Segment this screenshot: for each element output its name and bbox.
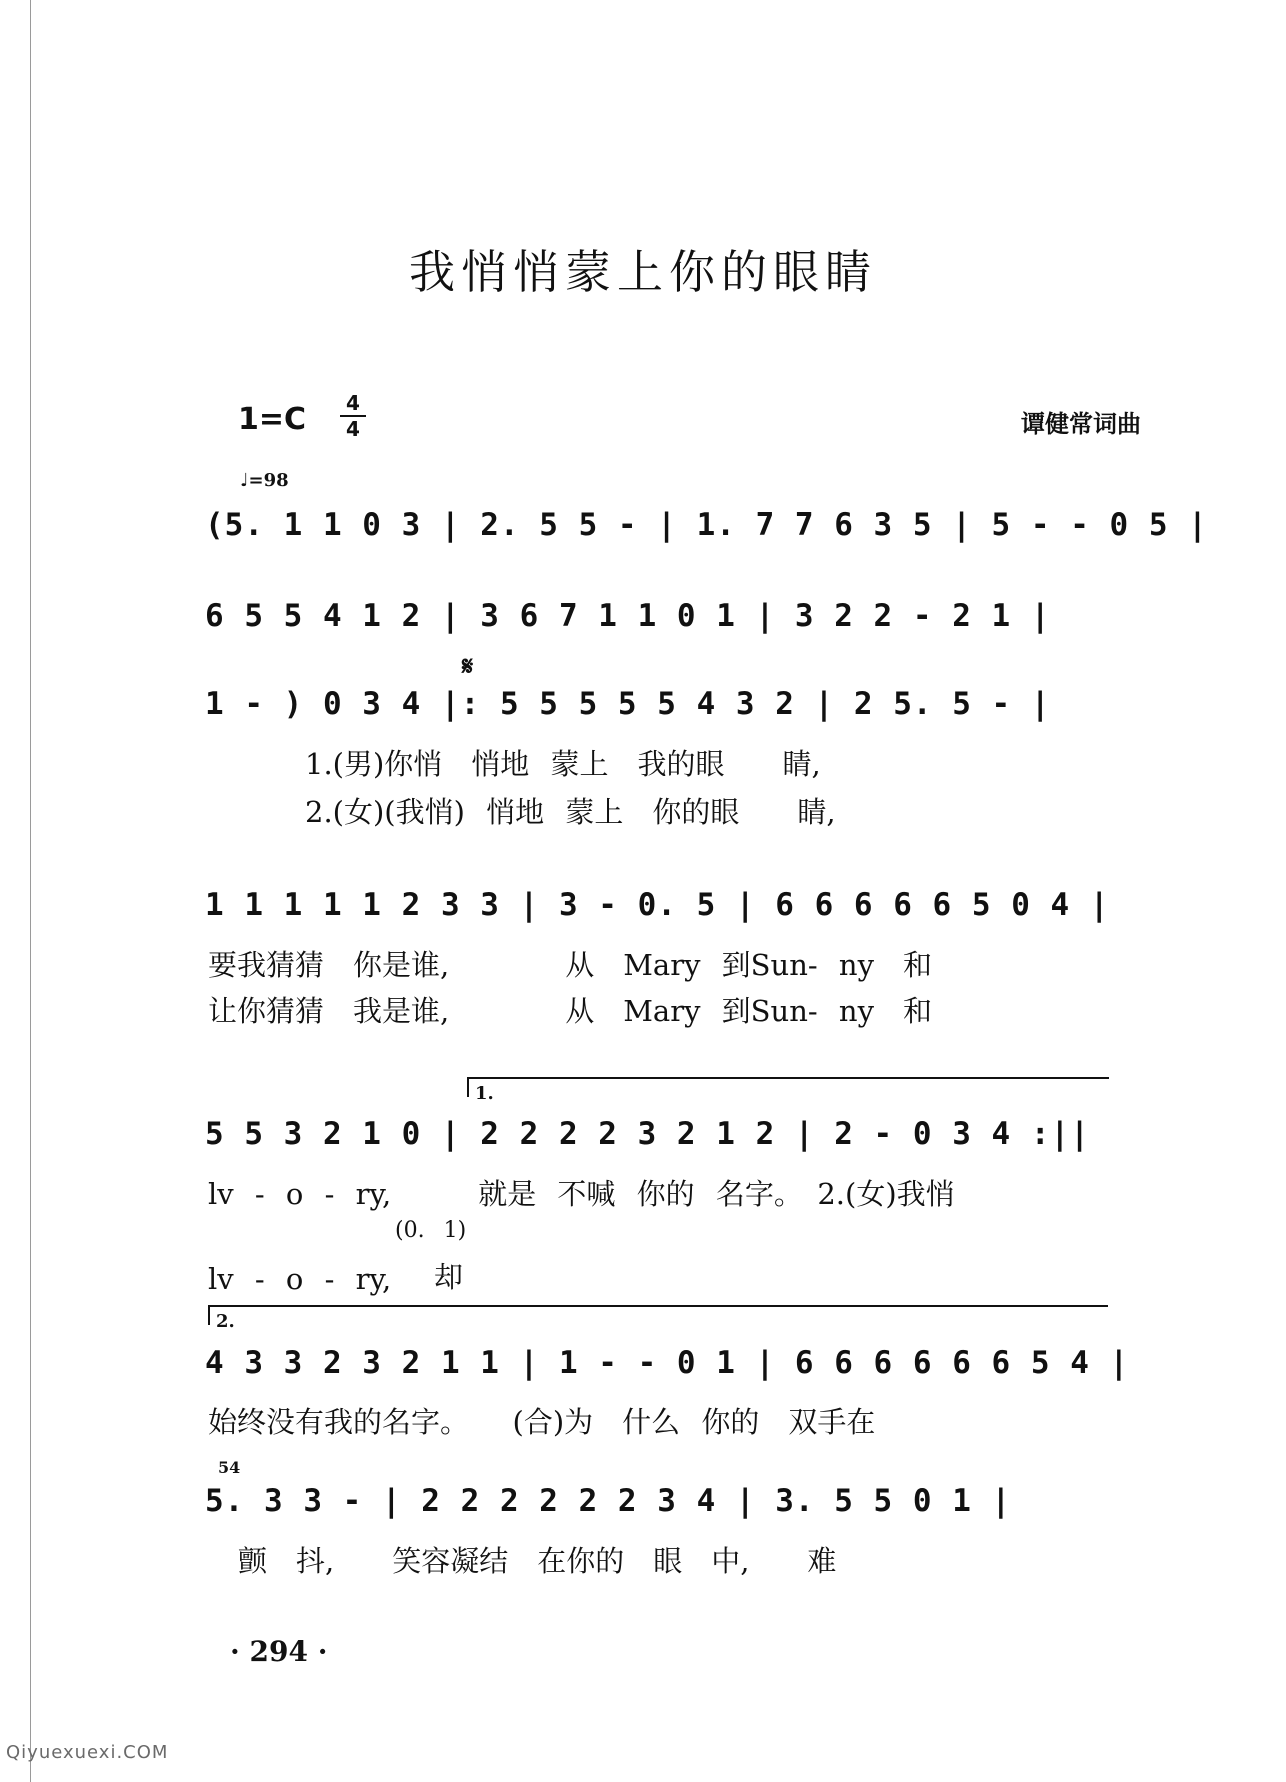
page-number: · 294 · — [230, 1635, 328, 1668]
lyric-line-3-verse-2: 2.(女)(我悄) 悄地 蒙上 你的眼 睛, — [305, 795, 836, 829]
notation-line-1: (5. 1 1 0 3 | 2. 5 5 - | 1. 7 7 6 3 5 | 5 - - 0 5 | — [205, 507, 1208, 543]
lyric-line-6-verse-1: 始终没有我的名字。 (合)为 什么 你的 双手在 — [208, 1405, 876, 1439]
song-title: 我悄悄蒙上你的眼睛 — [409, 245, 877, 299]
segno-sign: 𝄋 — [462, 652, 474, 682]
notation-line-4: 1 1 1 1 1 2 3 3 | 3 - 0. 5 | 6 6 6 6 6 5 0 4 | — [205, 887, 1110, 923]
lyric-line-7-verse-1: 颤 抖, 笑容凝结 在你的 眼 中, 难 — [238, 1544, 837, 1578]
lyric-line-5-verse-1: lv - o - ry, 就是 不喊 你的 名字。 2.(女)我悄 — [208, 1177, 955, 1211]
measure-number: 54 — [218, 1458, 241, 1477]
lyric-line-4-verse-2: 让你猜猜 我是谁, 从 Mary 到Sun- ny 和 — [208, 994, 932, 1028]
time-signature-top: 4 — [346, 391, 360, 415]
notation-line-2: 6 5 5 4 1 2 | 3 6 7 1 1 0 1 | 3 2 2 - 2 1 | — [205, 598, 1051, 634]
composer-credit: 谭健常词曲 — [1021, 410, 1141, 438]
site-watermark: Qiyuexuexi.COM — [6, 1742, 169, 1763]
time-signature — [340, 392, 366, 440]
notation-line-6: 4 3 3 2 3 2 1 1 | 1 - - 0 1 | 6 6 6 6 6 6 5 4 | — [205, 1345, 1130, 1381]
notation-line-5: 5 5 3 2 1 0 | 2 2 2 2 3 2 1 2 | 2 - 0 3 4 :|| — [205, 1116, 1090, 1152]
lyric-line-4-verse-1: 要我猜猜 你是谁, 从 Mary 到Sun- ny 和 — [208, 948, 932, 982]
key-signature: 1=C — [238, 402, 307, 437]
time-signature-bottom: 4 — [346, 417, 360, 441]
tempo-marking: ♩=98 — [240, 470, 289, 491]
second-ending-number: 2. — [216, 1311, 235, 1332]
second-ending-bracket — [208, 1305, 1108, 1325]
notation-line-3: 1 - ) 0 3 4 |: 5 5 5 5 5 4 3 2 | 2 5. 5 - | — [205, 686, 1051, 722]
lyric-line-5-pickup-word: 却 — [434, 1260, 464, 1294]
first-ending-number: 1. — [475, 1083, 494, 1104]
lyric-line-5-verse-2: lv - o - ry, — [208, 1262, 392, 1296]
first-ending-bracket — [467, 1077, 1109, 1097]
lyric-line-3-verse-1: 1.(男)你悄 悄地 蒙上 我的眼 睛, — [305, 747, 821, 781]
notation-line-7: 5. 3 3 - | 2 2 2 2 2 2 3 4 | 3. 5 5 0 1 | — [205, 1483, 1012, 1519]
alternate-pickup: (0. 1) — [395, 1218, 467, 1243]
